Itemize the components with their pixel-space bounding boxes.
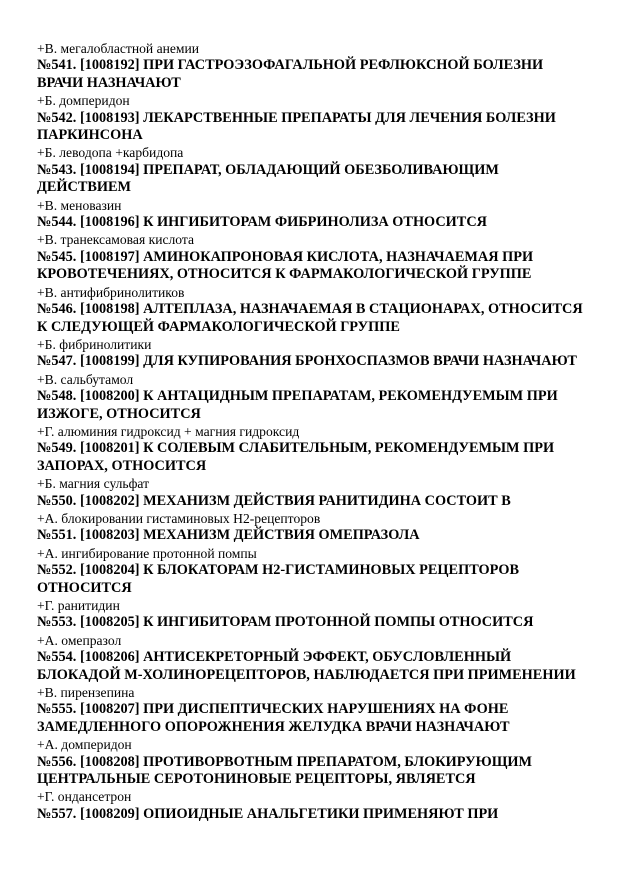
answer-text: +А. ингибирование протонной помпы — [37, 545, 257, 561]
answer-text: +В. антифибринолитиков — [37, 284, 185, 300]
answer-text: +Г. алюминия гидроксид + магния гидроксид — [37, 423, 300, 439]
question-text: №543. [1008194] ПРЕПАРАТ, ОБЛАДАЮЩИЙ ОБЕЗБОЛИВАЮЩИМ ДЕЙСТВИЕМ — [37, 161, 499, 196]
document-body — [37, 40, 592, 823]
answer-text: +В. сальбутамол — [37, 371, 134, 387]
question-text: №542. [1008193] ЛЕКАРСТВЕННЫЕ ПРЕПАРАТЫ ДЛЯ ЛЕЧЕНИЯ БОЛЕЗНИ ПАРКИНСОНА — [37, 109, 556, 144]
answer-text: +Б. магния сульфат — [37, 476, 150, 492]
question-text: №550. [1008202] МЕХАНИЗМ ДЕЙСТВИЯ РАНИТИДИНА СОСТОИТ В — [37, 492, 511, 509]
answer-text: +В. пирензепина — [37, 685, 135, 701]
answer-text: +В. транексамовая кислота — [37, 232, 195, 248]
question-text: №555. [1008207] ПРИ ДИСПЕПТИЧЕСКИХ НАРУШЕНИЯХ НА ФОНЕ ЗАМЕДЛЕННОГО ОПОРОЖНЕНИЯ ЖЕЛУДКА ВРАЧИ НАЗНАЧАЮТ — [37, 701, 510, 735]
question-text: №548. [1008200] К АНТАЦИДНЫМ ПРЕПАРАТАМ, РЕКОМЕНДУЕМЫМ ПРИ ИЗЖОГЕ, ОТНОСИТСЯ — [37, 388, 558, 422]
answer-text: +А. блокировании гистаминовых Н2-рецепторов — [37, 510, 321, 526]
question-text: №556. [1008208] ПРОТИВОРВОТНЫМ ПРЕПАРАТОМ, БЛОКИРУЮЩИМ ЦЕНТРАЛЬНЫЕ СЕРОТОНИНОВЫЕ РЕЦЕПТОРЫ, ЯВЛЯЕТСЯ — [37, 753, 533, 788]
question-text: №554. [1008206] АНТИСЕКРЕТОРНЫЙ ЭФФЕКТ, ОБУСЛОВЛЕННЫЙ БЛОКАДОЙ М-ХОЛИНОРЕЦЕПТОРОВ, НАБЛЮДАЕТСЯ ПРИ ПРИМЕНЕНИИ — [37, 649, 576, 683]
question-text: №549. [1008201] К СОЛЕВЫМ СЛАБИТЕЛЬНЫМ, РЕКОМЕНДУЕМЫМ ПРИ ЗАПОРАХ, ОТНОСИТСЯ — [37, 440, 555, 474]
answer-text: +Г. ондансетрон — [37, 789, 132, 805]
question-text: №557. [1008209] ОПИОИДНЫЕ АНАЛЬГЕТИКИ ПРИМЕНЯЮТ ПРИ — [37, 805, 499, 822]
question-text: №541. [1008192] ПРИ ГАСТРОЭЗОФАГАЛЬНОЙ РЕФЛЮКСНОЙ БОЛЕЗНИ ВРАЧИ НАЗНАЧАЮТ — [37, 57, 544, 91]
question-text: №547. [1008199] ДЛЯ КУПИРОВАНИЯ БРОНХОСПАЗМОВ ВРАЧИ НАЗНАЧАЮТ — [37, 353, 577, 370]
answer-text: +А. омепразол — [37, 632, 122, 648]
question-text: №545. [1008197] АМИНОКАПРОНОВАЯ КИСЛОТА, НАЗНАЧАЕМАЯ ПРИ КРОВОТЕЧЕНИЯХ, ОТНОСИТСЯ К ФАРМАКОЛОГИЧЕСКОЙ ГРУППЕ — [37, 248, 534, 283]
answer-text: +Б. фибринолитики — [37, 336, 152, 352]
question-text: №553. [1008205] К ИНГИБИТОРАМ ПРОТОННОЙ ПОМПЫ ОТНОСИТСЯ — [37, 614, 534, 631]
question-text: №546. [1008198] АЛТЕПЛАЗА, НАЗНАЧАЕМАЯ В СТАЦИОНАРАХ, ОТНОСИТСЯ К СЛЕДУЮЩЕЙ ФАРМАКОЛОГИЧЕСКОЙ ГРУППЕ — [37, 301, 583, 335]
answer-text: +В. меновазин — [37, 197, 122, 213]
answer-text: +Б. леводопа +карбидопа — [37, 145, 184, 161]
question-text: №552. [1008204] К БЛОКАТОРАМ Н2-ГИСТАМИНОВЫХ РЕЦЕПТОРОВ ОТНОСИТСЯ — [37, 562, 519, 596]
question-text: №551. [1008203] МЕХАНИЗМ ДЕЙСТВИЯ ОМЕПРАЗОЛА — [37, 527, 420, 544]
answer-text: +Г. ранитидин — [37, 598, 120, 613]
answer-text: +В. мегалобластной анемии — [37, 41, 200, 56]
question-text: №544. [1008196] К ИНГИБИТОРАМ ФИБРИНОЛИЗА ОТНОСИТСЯ — [37, 214, 487, 231]
answer-text: +А. домперидон — [37, 737, 132, 753]
answer-text: +Б. домперидон — [37, 93, 130, 109]
